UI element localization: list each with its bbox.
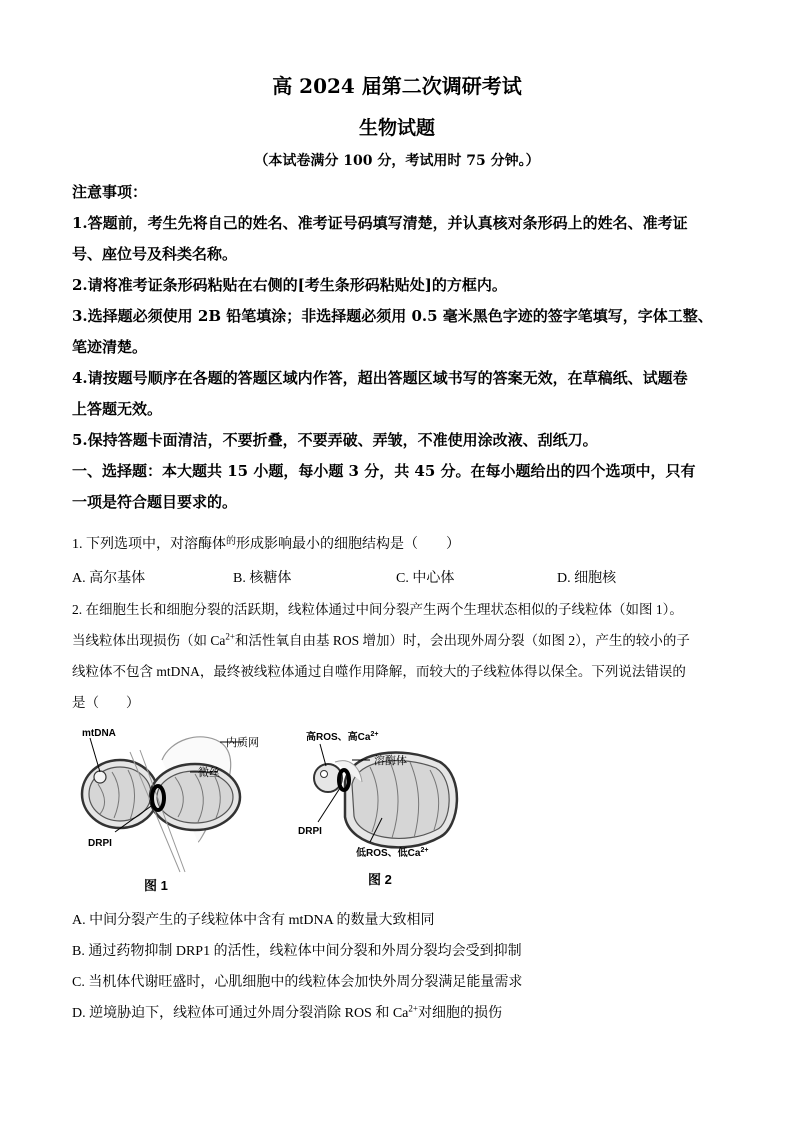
fig2-label-lyso: 溶酶体 <box>374 755 407 767</box>
fig2-high-sup: 2+ <box>370 731 379 738</box>
fig1-label-mtdna: mtDNA <box>82 728 116 739</box>
question-2-line-3: 线粒体不包含 mtDNA，最终被线粒体通过自噬作用降解，而较大的子线粒体得以保全。下列说法错误的 <box>72 664 686 679</box>
q1-stem-post: 形成影响最小的细胞结构是（ ） <box>236 537 460 552</box>
q1-stem-mark: 的 <box>226 536 236 547</box>
notice-item-5: 5.保持答题卡面清洁，不要折叠，不要弄破、弄皱，不准使用涂改液、刮纸刀。 <box>72 431 598 449</box>
fig2-label-low <box>356 846 428 859</box>
q2-optd-post: 对细胞的损伤 <box>417 1006 502 1021</box>
notice-item-2: 2.请将准考证条形码粘贴在右侧的[考生条形码粘贴处]的方框内。 <box>72 276 507 294</box>
notice-item-3-cont: 笔迹清楚。 <box>72 338 148 356</box>
notice-item-4: 4.请按题号顺序在各题的答题区域内作答，超出答题区域书写的答案无效，在草稿纸、试题卷 <box>72 369 688 387</box>
fig2-caption: 图 2 <box>368 872 392 887</box>
notice-item-3: 3.选择题必须使用 2B 铅笔填涂；非选择题必须用 0.5 毫米黑色字迹的签字笔填写，字体工整、 <box>72 307 713 325</box>
q2-line2-sup: 2+ <box>225 631 235 642</box>
fig2-low-text: 低ROS、低Ca <box>356 848 421 859</box>
mtdna-circle <box>94 771 106 783</box>
q1-option-d[interactable]: D. 细胞核 <box>557 571 617 586</box>
notice-item-1: 1.答题前，考生先将自己的姓名、准考证号码填写清楚，并认真核对条形码上的姓名、准考证 <box>72 214 688 232</box>
figure-2-diagram <box>290 722 470 892</box>
fig1-label-mf: 微丝 <box>198 767 220 779</box>
section-heading: 一、选择题：本大题共 15 小题，每小题 3 分，共 45 分。在每小题给出的四个选项中，只有 <box>72 462 696 480</box>
fig1-label-drp: DRPI <box>88 838 112 849</box>
notice-item-1-cont: 号、座位号及科类名称。 <box>72 245 238 263</box>
q2-option-b[interactable]: B. 通过药物抑制 DRP1 的活性，线粒体中间分裂和外周分裂均会受到抑制 <box>72 944 522 959</box>
notice-heading: 注意事项： <box>72 183 148 201</box>
notice-item-4-cont: 上答题无效。 <box>72 400 163 418</box>
section-heading-cont: 一项是符合题目要求的。 <box>72 493 238 511</box>
q2-option-a[interactable]: A. 中间分裂产生的子线粒体中含有 mtDNA 的数量大致相同 <box>72 913 435 928</box>
fig1-label-er: 内质网 <box>226 737 259 749</box>
exam-title: 高 2024 届第二次调研考试 <box>272 74 522 98</box>
question-2-line-2 <box>72 629 732 649</box>
fig1-caption: 图 1 <box>144 878 168 893</box>
question-2-line-1: 2. 在细胞生长和细胞分裂的活跃期，线粒体通过中间分裂产生两个生理状态相似的子线粒体（如图 1）。 <box>72 602 683 617</box>
subject-title: 生物试题 <box>358 117 435 139</box>
q1-option-a[interactable]: A. 高尔基体 <box>72 571 146 586</box>
q1-option-c[interactable]: C. 中心体 <box>396 571 455 586</box>
fig2-low-sup: 2+ <box>420 847 429 854</box>
q1-stem-pre: 1. 下列选项中，对溶酶体 <box>72 537 226 552</box>
question-1-stem <box>72 532 732 553</box>
q2-line2-pre: 当线粒体出现损伤（如 Ca <box>72 633 226 648</box>
question-2-line-4: 是（ ） <box>72 695 140 710</box>
figure-1-diagram <box>70 722 280 897</box>
q2-optd-pre: D. 逆境胁迫下，线粒体可通过外周分裂消除 ROS 和 Ca <box>72 1006 409 1021</box>
bud-dot <box>321 771 328 778</box>
q1-option-b[interactable]: B. 核糖体 <box>233 571 292 586</box>
exam-note: （本试卷满分 100 分，考试用时 75 分钟。） <box>254 153 540 169</box>
fig2-label-drp: DRPI <box>298 826 322 837</box>
fig2-label-high <box>306 730 378 743</box>
q2-option-c[interactable]: C. 当机体代谢旺盛时，心肌细胞中的线粒体会加快外周分裂满足能量需求 <box>72 975 523 990</box>
q2-optd-sup: 2+ <box>408 1003 418 1014</box>
q2-line2-post: 和活性氧自由基 ROS 增加）时，会出现外周分裂（如图 2），产生的较小的子 <box>234 633 690 648</box>
fig2-high-text: 高ROS、高Ca <box>306 732 371 743</box>
q2-option-d[interactable] <box>72 1002 502 1022</box>
